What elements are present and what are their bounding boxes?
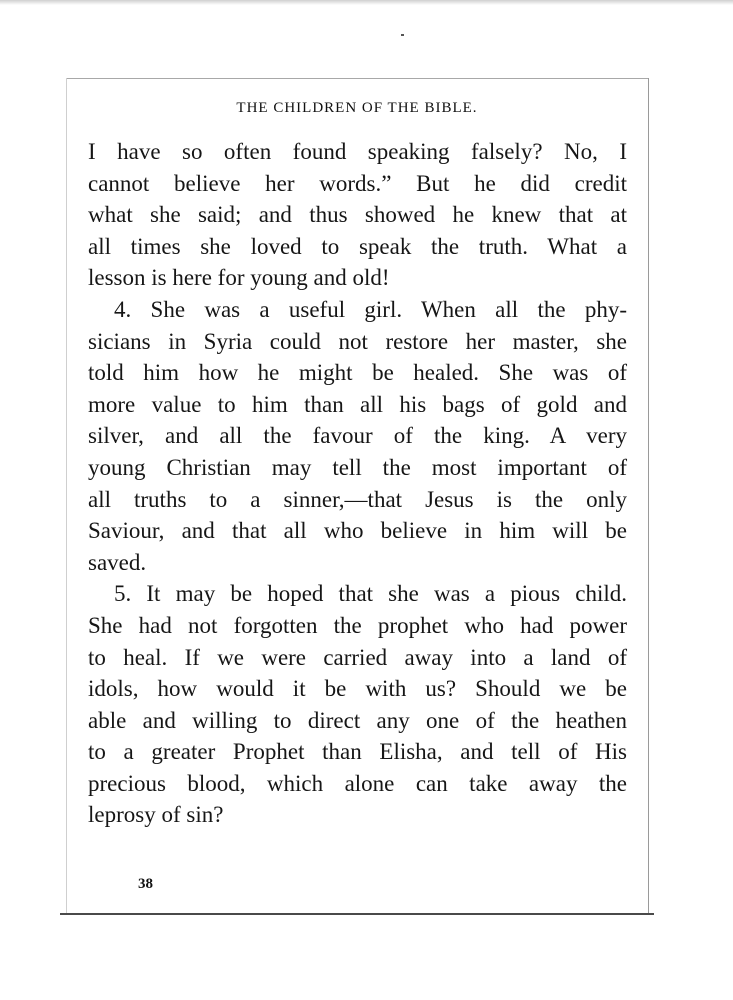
text-frame-top-rule <box>66 78 648 79</box>
text-line: precious blood, which alone can take away the <box>88 770 627 796</box>
page-top-edge <box>0 0 733 5</box>
text-line: 5. It may be hoped that she was a pious child. <box>114 581 627 607</box>
text-line: leprosy of sin? <box>88 802 224 828</box>
text-line: what she said; and thus showed he knew that at <box>88 202 627 228</box>
text-line: more value to him than all his bags of gold and <box>88 391 627 417</box>
text-frame-right-rule <box>648 78 649 914</box>
text-line: to heal. If we were carried away into a land of <box>88 644 627 670</box>
text-line: told him how he might be healed. She was of <box>88 360 627 386</box>
running-head: THE CHILDREN OF THE BIBLE. <box>236 100 478 116</box>
text-frame-bottom-rule <box>60 913 654 915</box>
text-line: cannot believe her words.” But he did credit <box>88 170 627 196</box>
ink-speck <box>401 34 404 36</box>
text-frame-left-rule <box>66 78 67 914</box>
text-line: all times she loved to speak the truth. What a <box>88 233 627 259</box>
text-line: to a greater Prophet than Elisha, and tell of His <box>88 739 627 765</box>
text-line: Saviour, and that all who believe in him will be <box>88 518 627 544</box>
text-line: silver, and all the favour of the king. A very <box>88 423 627 449</box>
text-line: all truths to a sinner,—that Jesus is the only <box>88 486 627 512</box>
text-line: able and willing to direct any one of the heathen <box>88 707 627 733</box>
body-text <box>88 136 627 831</box>
text-line: I have so often found speaking falsely? No, I <box>88 139 627 164</box>
text-line: She had not forgotten the prophet who had power <box>88 612 627 638</box>
text-line: young Christian may tell the most important of <box>88 454 627 480</box>
text-line: lesson is here for young and old! <box>88 265 390 291</box>
text-line: idols, how would it be with us? Should we be <box>88 676 627 702</box>
text-line: saved. <box>88 549 147 575</box>
page-number: 38 <box>138 876 153 892</box>
text-line: sicians in Syria could not restore her master, she <box>88 328 627 354</box>
text-line: 4. She was a useful girl. When all the phy- <box>114 296 627 322</box>
